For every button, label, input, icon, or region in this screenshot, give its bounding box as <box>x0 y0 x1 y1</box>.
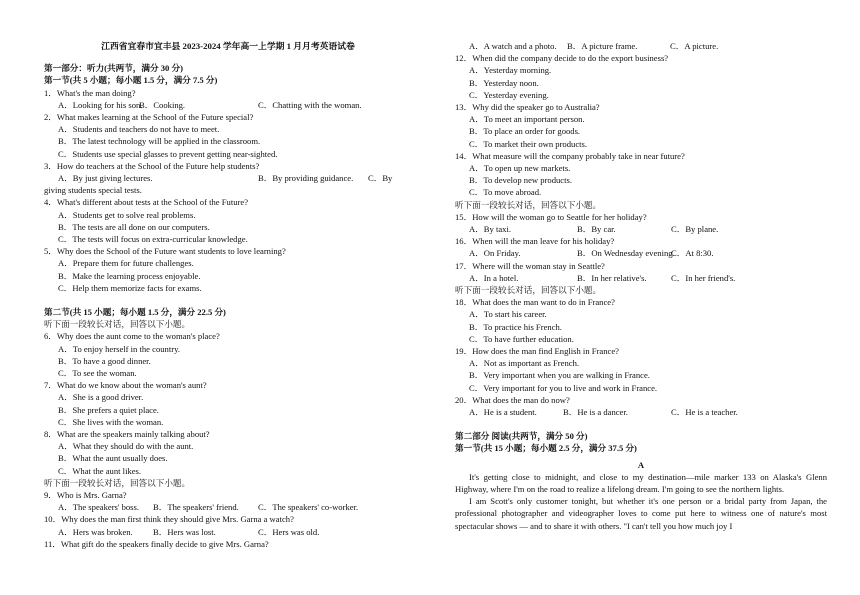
option: B．To have a good dinner. <box>58 355 151 366</box>
option: A．By just giving lectures. <box>58 173 153 184</box>
exam-title: 江西省宜春市宜丰县 2023-2024 学年高一上学期 1 月月考英语试卷 <box>101 41 355 51</box>
option: B．In her relative's. <box>577 272 647 283</box>
option: A．Students get to solve real problems. <box>58 209 196 220</box>
option: C．Yesterday evening. <box>469 89 549 100</box>
question: 7．What do we know about the woman's aunt? <box>44 380 207 391</box>
option: A．Looking for his son. <box>58 99 143 110</box>
listen-instruction: 听下面一段较长对话，回答以下小题。 <box>455 285 602 295</box>
passage-paragraph: I am Scott's only customer tonight, but whether it's one person or a bridal party from Japan, the professional photographer and videographer loves to come put here to witness one of nature's most spectacular shows — and to share it with others. "I can't tell you how much joy I <box>455 496 827 531</box>
option: A．Not as important as French. <box>469 358 580 369</box>
listen-instruction: 听下面一段较长对话，回答以下小题。 <box>44 477 191 488</box>
question: 18．What does the man want to do in France? <box>455 297 615 308</box>
listen-instruction: 听下面一段较长对话，回答以下小题。 <box>455 199 602 210</box>
option: B．Very important when you are walking in France. <box>469 370 650 381</box>
option: C．By plane. <box>671 224 719 235</box>
question: 3．How do teachers at the School of the Future help students? <box>44 160 260 171</box>
question: 11．What gift do the speakers finally decide to give Mrs. Garna? <box>44 538 269 549</box>
option: C．To move abroad. <box>469 187 542 198</box>
question: 19．How does the man find English in France? <box>455 346 619 357</box>
question: 17．Where will the woman stay in Seattle? <box>455 260 605 271</box>
question: 15．How will the woman go to Seattle for her holiday? <box>455 211 647 222</box>
option: B．He is a dancer. <box>563 407 628 418</box>
option: B．Make the learning process enjoyable. <box>58 270 201 281</box>
option: A．In a hotel. <box>469 272 519 283</box>
option: B．Yesterday noon. <box>469 77 539 88</box>
option: A．He is a student. <box>469 407 537 418</box>
option: B．The speakers' friend. <box>153 502 239 513</box>
option: A．She is a good driver. <box>58 392 144 403</box>
option: C．He is a teacher. <box>671 407 738 418</box>
question: 20．What does the man do now? <box>455 394 570 405</box>
part1-section2-heading: 第二节(共 15 小题；每小题 1.5 分，满分 22.5 分) <box>44 307 226 318</box>
question: 13．Why did the speaker go to Australia? <box>455 102 600 112</box>
option: C．What the aunt likes. <box>58 465 142 476</box>
option-row <box>44 526 410 538</box>
option: C．To have further education. <box>469 333 574 344</box>
question: 2．What makes learning at the School of the Future special? <box>44 112 254 122</box>
option: A．A watch and a photo. <box>469 41 557 51</box>
question: 9．Who is Mrs. Garna? <box>44 490 127 501</box>
option: A．By taxi. <box>469 224 512 235</box>
question: 6．Why does the aunt come to the woman's place? <box>44 331 220 342</box>
option: B．Cooking. <box>139 99 186 110</box>
option: A．Hers was broken. <box>58 526 133 537</box>
option: C．By <box>368 173 393 184</box>
option-row <box>455 40 827 52</box>
left-column <box>44 40 410 550</box>
part1-heading: 第一部分：听力(共两节，满分 30 分) <box>44 63 183 74</box>
question: 4．What's different about tests at the School of the Future? <box>44 197 249 208</box>
option: C．Chatting with the woman. <box>258 99 362 110</box>
option-row <box>455 223 827 235</box>
question: 8．What are the speakers mainly talking about? <box>44 429 210 440</box>
part2-section1-heading: 第一节(共 15 小题；每小题 2.5 分，满分 37.5 分) <box>455 443 637 454</box>
question: 1．What's the man doing? <box>44 87 136 98</box>
option: C．To market their own products. <box>469 138 588 149</box>
listen-instruction: 听下面一段较长对话，回答以下小题。 <box>44 319 191 330</box>
question: 10．Why does the man first think they should give Mrs. Garna a watch? <box>44 514 294 525</box>
option-row <box>44 99 410 111</box>
option: A．Yesterday morning. <box>469 65 552 76</box>
option: B．The latest technology will be applied in the classroom. <box>58 136 261 147</box>
option-row <box>455 272 827 284</box>
option: A．To meet an important person. <box>469 114 585 125</box>
question: 5．Why does the School of the Future want students to love learning? <box>44 246 286 257</box>
option: C．The speakers' co-worker. <box>258 502 359 513</box>
option: B．On Wednesday evening. <box>577 248 675 259</box>
option-row <box>455 247 827 259</box>
question: 12．When did the company decide to do the export business? <box>455 53 669 64</box>
option: B．By providing guidance. <box>258 173 354 184</box>
option: C．At 8:30. <box>671 248 714 259</box>
part2-heading: 第二部分 阅读(共两节，满分 50 分) <box>455 431 588 442</box>
option: A．To enjoy herself in the country. <box>58 343 180 354</box>
option: C．Very important for you to live and work in France. <box>469 382 658 393</box>
option-row <box>455 406 827 418</box>
option: A．To open up new markets. <box>469 163 571 174</box>
part1-section1-heading: 第一节(共 5 小题；每小题 1.5 分，满分 7.5 分) <box>44 75 218 86</box>
option: B．To place an order for goods. <box>469 126 581 137</box>
option: B．She prefers a quiet place. <box>58 404 159 415</box>
option-continued: giving students special tests. <box>44 185 142 196</box>
passage-paragraph: It's getting close to midnight, and close to my destination—mile marker 133 on Alaska's Glenn Highway, where I'm on the road to realize a lifelong dream. I'm going to see the northern lights. <box>455 471 827 495</box>
question: 14．What measure will the company probably take in near future? <box>455 150 685 161</box>
option: C．Hers was old. <box>258 526 320 537</box>
option: C．The tests will focus on extra-curricular knowledge. <box>58 234 248 245</box>
right-column <box>455 40 827 532</box>
option: C．Help them memorize facts for exams. <box>58 282 202 293</box>
option: B．The tests are all done on our computers. <box>58 221 210 232</box>
option: A．On Friday. <box>469 248 521 259</box>
option: C．Students use special glasses to prevent getting near-sighted. <box>58 148 278 159</box>
option: B．A picture frame. <box>567 41 638 51</box>
question: 16．When will the man leave for his holiday? <box>455 236 615 247</box>
option: C．To see the woman. <box>58 368 137 379</box>
option-row <box>44 172 410 184</box>
option: C．She lives with the woman. <box>58 416 164 427</box>
option: B．To practice his French. <box>469 321 562 332</box>
option: B．What the aunt usually does. <box>58 453 168 464</box>
option: A．To start his career. <box>469 309 547 320</box>
option: A．The speakers' boss. <box>58 502 140 513</box>
option: A．What they should do with the aunt. <box>58 441 194 452</box>
option: B．To develop new products. <box>469 175 572 186</box>
option: C．In her friend's. <box>671 272 736 283</box>
option: C．A picture. <box>670 41 719 51</box>
option-row <box>44 501 410 513</box>
option: B．By car. <box>577 224 616 235</box>
option: A．Students and teachers do not have to meet. <box>58 124 220 135</box>
passage-label: A <box>637 459 645 470</box>
option: B．Hers was lost. <box>153 526 216 537</box>
option: A．Prepare them for future challenges. <box>58 258 194 269</box>
